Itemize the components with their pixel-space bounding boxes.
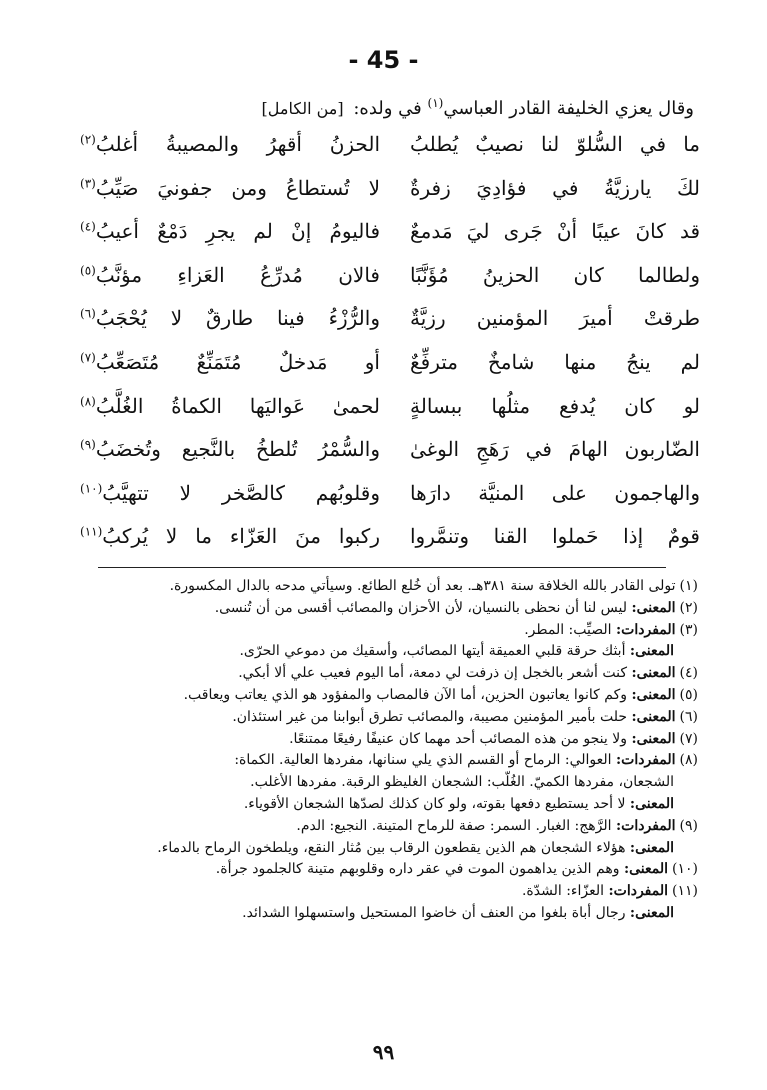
verse-first-hemistich: لو كان يُدفع مثلُها ببسالةٍ — [410, 393, 700, 418]
footnote-label: المفردات: — [616, 621, 676, 638]
footnote-label: المفردات: — [616, 817, 676, 834]
verse-second-hemistich-text: والسُّمْرُ تُلطخُ بالنَّجيع وتُخضَبُ — [95, 437, 380, 462]
footnote — [98, 881, 698, 903]
footnote-label: المعنى: — [629, 795, 674, 812]
footnote-text: ولا ينجو من هذه المصائب أحد مهما كان عنيفًا رفيعًا ممتنعًا. — [289, 730, 632, 747]
footnote-number: (١) — [679, 578, 698, 594]
footnote-number: (٥) — [679, 686, 698, 703]
verse-second-hemistich — [80, 394, 380, 418]
verse-footnote-ref: (٦) — [80, 306, 96, 321]
verse-footnote-ref: (٧) — [80, 350, 96, 365]
verse-second-hemistich — [80, 437, 380, 461]
footnote-label: المعنى: — [631, 730, 676, 747]
verse-row — [80, 386, 700, 430]
verse-second-hemistich — [80, 219, 380, 243]
page-number: - 45 - — [348, 46, 419, 74]
footnote-number: (١١) — [672, 883, 698, 900]
footer-page-number: ٩٩ — [372, 1040, 395, 1064]
verse-second-hemistich — [80, 132, 380, 156]
verse-footnote-ref: (٢) — [80, 132, 96, 147]
verse-second-hemistich — [80, 524, 380, 548]
verse-second-hemistich — [80, 263, 380, 287]
footnote-number: (٤) — [679, 665, 698, 682]
footnote-number: (٢) — [679, 599, 698, 616]
verse-footnote-ref: (٥) — [80, 263, 96, 278]
footnote-label: المعنى: — [631, 686, 676, 703]
footnote-text: ليس لنا أن نحظى بالنسيان، لأن الأحزان والمصائب أقسى من أن تُنسى. — [214, 599, 632, 616]
footnote — [98, 641, 698, 663]
footnote — [98, 750, 698, 772]
footnote-label: المعنى: — [629, 904, 674, 921]
footnote-label: المفردات: — [608, 883, 669, 900]
footnote — [98, 620, 698, 642]
verse-row — [80, 429, 700, 473]
footnote — [98, 903, 698, 925]
verse-row — [80, 124, 700, 168]
verse-first-hemistich: لم ينجُ منها شامخٌ مترفِّعٌ — [410, 349, 700, 374]
footnote-number: (٨) — [679, 752, 698, 769]
poem-meter: [من الكامل] — [261, 99, 344, 118]
footnote — [98, 794, 698, 816]
footnote-text: هؤلاء الشجعان هم الذين يقطعون الرقاب بين مُثار النقع، ويلطخون الرماح بالدماء. — [157, 839, 630, 856]
verse-first-hemistich: ولطالما كان الحزينُ مُؤَنَّبًا — [410, 262, 700, 287]
verse-first-hemistich: قد كانَ عيبًا أنْ جَرى ليَ مَدمعٌ — [410, 219, 700, 244]
footnote — [98, 838, 698, 860]
footnote-number: (٦) — [679, 708, 698, 725]
verse-second-hemistich — [80, 350, 380, 374]
verse-first-hemistich: ما في السُّلوّ لنا نصيبٌ يُطلبُ — [410, 132, 700, 156]
footnote-text: العزّاء: الشدّة. — [521, 883, 609, 900]
verse-first-hemistich: طرقتْ أميرَ المؤمنين رزيَّةٌ — [410, 306, 700, 331]
footnote-label: المعنى: — [623, 861, 669, 878]
verse-row — [80, 342, 700, 386]
verse-second-hemistich — [80, 481, 380, 505]
footnote-label: المعنى: — [631, 665, 676, 682]
footnote-label: المعنى: — [631, 599, 676, 616]
footnote-label: المعنى: — [629, 643, 674, 660]
footnote — [98, 772, 698, 794]
footnote-text: رجال أباة بلغوا من العنف أن خاضوا المستحيل واستسهلوا الشدائد. — [242, 904, 630, 921]
intro-tail: في ولده: — [353, 98, 428, 119]
verse-row — [80, 168, 700, 212]
verse-second-hemistich-text: الحزنُ أقهرُ والمصيبةُ أغلبُ — [95, 132, 380, 156]
verse-second-hemistich-text: فالان مُدرِّعُ العَزاءِ مؤنَّبُ — [95, 262, 380, 287]
footnotes — [98, 576, 698, 925]
footnote-text: الصيِّب: المطر. — [524, 621, 616, 638]
footnote-number: (٧) — [679, 730, 698, 747]
verse-row — [80, 255, 700, 299]
verse-first-hemistich: الضّاربون الهامَ في رَهَجِ الوغىٰ — [410, 437, 700, 462]
verse-footnote-ref: (٩) — [80, 437, 96, 452]
verse-first-hemistich: والهاجمون على المنيَّة دارَها — [410, 480, 700, 505]
footnote — [98, 685, 698, 707]
footnote-divider — [98, 567, 666, 568]
verse-footnote-ref: (٨) — [80, 393, 96, 408]
footnote-text: الشجعان، مفردها الكميّ. الغُلّب: الشجعان الغليظو الرقبة. مفردها الأغلب. — [250, 774, 674, 791]
footnote — [98, 729, 698, 751]
verse-second-hemistich — [80, 306, 380, 330]
intro-footnote-ref: (١) — [427, 96, 444, 110]
footnote-text: لا أحد يستطيع دفعها بقوته، ولو كان كذلك لصدّها الشجعان الأقوياء. — [243, 795, 630, 812]
verse-second-hemistich-text: أو مَدخلٌ مُتَمَنِّعٌ مُتَصَعِّبُ — [95, 349, 380, 374]
intro-text: وقال يعزي الخليفة القادر العباسي — [443, 98, 694, 119]
footnote-text: وهم الذين يداهمون الموت في عقر داره وقلوبهم متينة كالجلمود جرأة. — [215, 861, 624, 878]
footnote-text: الرَّهج: الغبار. السمر: صفة للرماح المتينة. النجيع: الدم. — [296, 817, 616, 834]
verse-second-hemistich-text: ركبوا منَ العَزّاء ما لا يُركبُ — [102, 524, 380, 549]
verse-second-hemistich-text: فاليومُ إنْ لم يجرِ دَمْعٌ أعيبُ — [95, 219, 380, 244]
verse-footnote-ref: (٤) — [80, 219, 96, 234]
footnote-number: (١٠) — [672, 861, 698, 878]
verse-row — [80, 516, 700, 560]
verse-footnote-ref: (١٠) — [80, 481, 103, 496]
footnote — [98, 859, 698, 881]
verse-first-hemistich: لكَ يارزيَّةُ في فؤادِيَ زفرةٌ — [410, 175, 700, 200]
footnote-text: تولى القادر بالله الخلافة سنة ٣٨١هـ. بعد أن خُلع الطائع. وسيأتي مدحه بالدال المكسورة. — [169, 578, 676, 594]
verse-row — [80, 298, 700, 342]
footnote — [98, 707, 698, 729]
footnote-label: المعنى: — [631, 708, 676, 725]
footnote-text: وكم كانوا يعاتبون الحزين، أما الآن فالمصاب والمفؤود هو الذي يعاتب ويعاقب. — [183, 686, 632, 703]
poem — [80, 124, 700, 560]
verse-footnote-ref: (٣) — [80, 175, 96, 190]
verse-second-hemistich-text: لا تُستطاعُ ومن جفونيَ صَيِّبُ — [95, 175, 380, 200]
poem-intro — [88, 88, 694, 124]
footnote — [98, 576, 698, 598]
verse-second-hemistich-text: والرُّزْءُ فينا طارقٌ لا يُحْجَبُ — [95, 306, 380, 331]
footnote — [98, 663, 698, 685]
verse-row — [80, 211, 700, 255]
footnote-label: المفردات: — [616, 752, 676, 769]
footnote-label: المعنى: — [629, 839, 674, 856]
footnote-number: (٣) — [679, 621, 698, 638]
footnote — [98, 816, 698, 838]
verse-second-hemistich — [80, 176, 380, 200]
footnote-text: أبثك حرقة قلبي العميقة أيتها المصائب، وأسقيك من دموعي الحرّى. — [239, 643, 630, 660]
verse-first-hemistich: قومٌ إذا حَملوا القنا وتنمَّروا — [410, 524, 700, 549]
verse-row — [80, 473, 700, 517]
footnote-text: العوالي: الرماح أو القسم الذي يلي سنانها، مفردها العالية. الكماة: — [234, 752, 616, 769]
footnote-text: كنت أشعر بالخجل إن ذرفت لي دمعة، أما اليوم فعيب علي ألا أبكي. — [238, 665, 632, 682]
verse-second-hemistich-text: وقلوبُهم كالصَّخر لا تتهيَّبُ — [102, 480, 380, 505]
footnote-number: (٩) — [679, 817, 698, 834]
verse-footnote-ref: (١١) — [80, 524, 103, 539]
footnote — [98, 598, 698, 620]
footnote-text: حلت بأمير المؤمنين مصيبة، والمصائب تطرق أبوابنا من غير استئذان. — [232, 708, 632, 725]
verse-second-hemistich-text: لحمىٰ عَواليَها الكماةُ الغُلَّبُ — [95, 393, 380, 418]
